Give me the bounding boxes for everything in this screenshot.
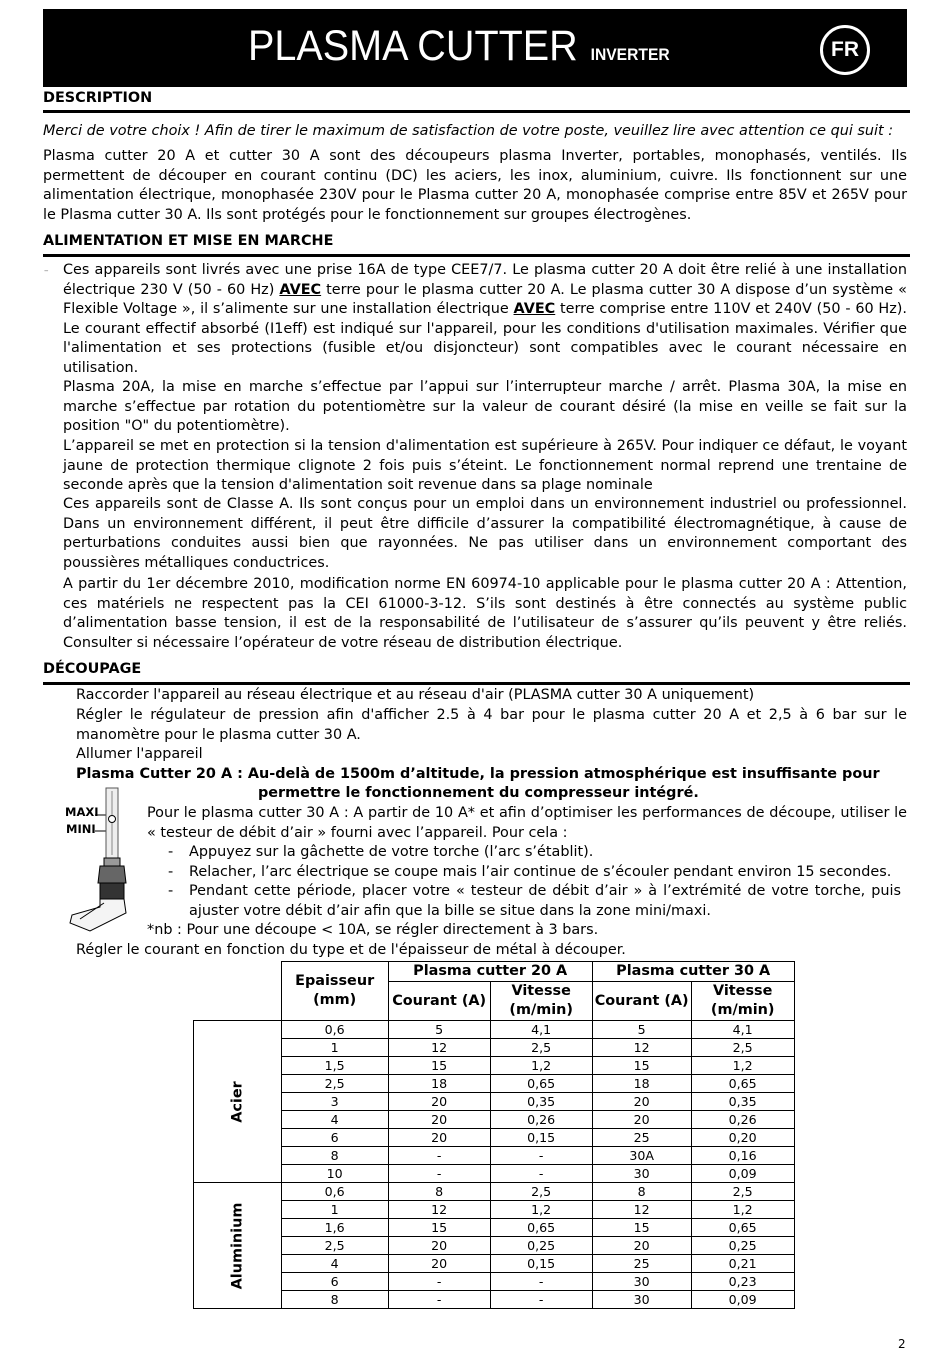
table-cell: 0,15 <box>490 1129 592 1147</box>
table-cell: 0,35 <box>691 1093 794 1111</box>
table-cell: 1,6 <box>281 1219 388 1237</box>
table-cell: 4,1 <box>691 1021 794 1039</box>
section-rule <box>43 110 910 113</box>
bullet-trigger: Appuyez sur la gâchette de votre torche (l’arc s’établit). <box>189 844 594 860</box>
table-cell: 15 <box>388 1057 490 1075</box>
header-vitesse-30: Vitesse (m/min) <box>691 982 794 1021</box>
table-cell: 0,20 <box>691 1129 794 1147</box>
section-rule <box>43 254 910 257</box>
alimentation-paragraph-1 <box>63 261 907 379</box>
table-row <box>194 1291 795 1309</box>
alimentation-paragraph-4: Ces appareils sont de Classe A. Ils sont conçus pour un emploi dans un environnement industriel ou professionnel. Dans un environnement différent, il peut être difficile d’assurer la compatibilité électromagnétique, à cause de perturbations conduites aussi bien que rayonnées. Ne pas utiliser dans un environnement comportant des poussières métalliques conductrices. <box>63 496 907 571</box>
table-cell: 0,26 <box>490 1111 592 1129</box>
table-cell: - <box>490 1165 592 1183</box>
table-cell: - <box>490 1291 592 1309</box>
table-cell: 5 <box>592 1021 691 1039</box>
table-cell: 2,5 <box>490 1183 592 1201</box>
table-cell: 12 <box>388 1201 490 1219</box>
table-cell: 2,5 <box>691 1039 794 1057</box>
table-cell: 0,65 <box>490 1075 592 1093</box>
subtitle-text: INVERTER <box>590 45 670 64</box>
table-cell: 1,2 <box>490 1057 592 1075</box>
header-plasma-20: Plasma cutter 20 A <box>388 962 592 982</box>
description-paragraph: Plasma cutter 20 A et cutter 30 A sont des découpeurs plasma Inverter, portables, monophasés, ventilés. Ils permettent de découper en courant continu (DC) les aciers, les inox, aluminium, cuivre. Ils fonctionnent sur une alimentation électrique, monophasée 230V pour le Plasma cutter 20 A, monophasée comprise entre 85V et 265V pour le Plasma cutter 30 A. Ils sont protégés pour le fonctionnement sur groupes électrogènes. <box>43 148 907 223</box>
table-cell: 8 <box>281 1147 388 1165</box>
table-row <box>194 1111 795 1129</box>
table-cell: 15 <box>592 1219 691 1237</box>
table-cell: 0,15 <box>490 1255 592 1273</box>
nb-note: *nb : Pour une découpe < 10A, se régler directement à 3 bars. <box>147 922 599 938</box>
table-row <box>194 1273 795 1291</box>
plasma30-airflow-paragraph: Pour le plasma cutter 30 A : A partir de 10 A* et afin d’optimiser les performances de découpe, utiliser le « testeur de débit d’air » fourni avec l’appareil. Pour cela : <box>147 805 907 841</box>
table-row <box>194 1129 795 1147</box>
header-vitesse-20: Vitesse (m/min) <box>490 982 592 1021</box>
table-cell: - <box>490 1147 592 1165</box>
table-row <box>194 1237 795 1255</box>
table-row <box>194 1219 795 1237</box>
table-cell: 4 <box>281 1255 388 1273</box>
p1-part-a: Ces appareils sont livrés avec une prise 16A de type CEE7/7. Le plasma cutter 20 A doit être relié à une installation électrique 230 V (50 - 60 Hz) <box>63 262 907 298</box>
table-cell: - <box>490 1273 592 1291</box>
bullet-marker: - <box>168 844 174 860</box>
table-cell: 0,09 <box>691 1291 794 1309</box>
table-cell: 20 <box>388 1129 490 1147</box>
table-cell: 25 <box>592 1255 691 1273</box>
section-title-decoupage: DÉCOUPAGE <box>43 661 142 677</box>
table-cell: 0,23 <box>691 1273 794 1291</box>
intro-text: Merci de votre choix ! Afin de tirer le maximum de satisfaction de votre poste, veuillez lire avec attention ce qui suit : <box>43 123 894 139</box>
empty-corner <box>194 982 282 1021</box>
material-name: Aluminium <box>229 1202 246 1289</box>
bullet-release: Relacher, l’arc électrique se coupe mais l’air continue de s’écouler pendant environ 15 secondes. <box>189 864 892 880</box>
alimentation-paragraph-3: L’appareil se met en protection si la tension d'alimentation est supérieure à 265V. Pour indiquer ce défaut, le voyant jaune de protection thermique clignote 2 fois puis s’éteint. Le fonctionnement normal reprend une trentaine de seconde après que la tension d'alimentation soit revenue dans sa plage nominale <box>63 438 907 494</box>
table-cell: 0,65 <box>691 1219 794 1237</box>
table-cell: 15 <box>388 1219 490 1237</box>
table-cell: 0,26 <box>691 1111 794 1129</box>
table-cell: 2,5 <box>281 1075 388 1093</box>
empty-corner <box>194 962 282 982</box>
table-row <box>194 1147 795 1165</box>
title-text: PLASMA CUTTER <box>248 22 578 70</box>
table-cell: 0,21 <box>691 1255 794 1273</box>
table-cell: 1,2 <box>490 1201 592 1219</box>
header-plasma-30: Plasma cutter 30 A <box>592 962 794 982</box>
table-row <box>194 1165 795 1183</box>
bullet-marker: - <box>168 864 174 880</box>
table-cell: 20 <box>388 1111 490 1129</box>
alimentation-paragraph-5: A partir du 1er décembre 2010, modification norme EN 60974-10 applicable pour le plasma cutter 20 A : Attention, ces matériels ne respectent pas la CEI 61000-3-12. S’ils sont destinés à être connectés au système public d’alimentation basse tension, il est de la responsabilité de l’utilisateur de s’assurer qu’ils peuvent y être reliés. Consulter si nécessaire l’opérateur de votre réseau de distribution électrique. <box>63 576 907 651</box>
altitude-warning-line-2: permettre le fonctionnement du compresseur intégré. <box>258 785 699 801</box>
language-badge <box>820 25 870 75</box>
table-cell: 8 <box>281 1291 388 1309</box>
material-group-label <box>194 1021 282 1183</box>
table-cell: 1 <box>281 1201 388 1219</box>
table-cell: 1 <box>281 1039 388 1057</box>
p1-part-b: terre pour le plasma cutter 20 A. Le plasma cutter 30 A dispose d’un système « Flexible Voltage », il s’alimente sur une installation électrique <box>63 281 907 318</box>
bullet-marker: - <box>168 883 174 899</box>
material-name: Acier <box>229 1080 246 1123</box>
table-cell: 30 <box>592 1165 691 1183</box>
table-cell: 20 <box>388 1237 490 1255</box>
table-cell: 20 <box>592 1237 691 1255</box>
table-row <box>194 1255 795 1273</box>
table-cell: 0,09 <box>691 1165 794 1183</box>
table-cell: 18 <box>592 1075 691 1093</box>
page-header <box>43 9 907 87</box>
table-cell: 0,25 <box>490 1237 592 1255</box>
step-connect: Raccorder l'appareil au réseau électrique et au réseau d'air (PLASMA cutter 30 A uniquement) <box>76 687 755 703</box>
altitude-warning-line-1: Plasma Cutter 20 A : Au-delà de 1500m d’altitude, la pression atmosphérique est insuffisante pour <box>76 766 880 782</box>
material-group-label <box>194 1183 282 1309</box>
table-cell: 25 <box>592 1129 691 1147</box>
language-badge-label: FR <box>831 38 859 61</box>
table-cell: 20 <box>592 1093 691 1111</box>
step-power-on: Allumer l'appareil <box>76 746 203 762</box>
table-cell: 2,5 <box>490 1039 592 1057</box>
table-cell: - <box>388 1273 490 1291</box>
flow-tester-drawing <box>60 783 140 933</box>
step-pressure: Régler le régulateur de pression afin d'afficher 2.5 à 4 bar pour le plasma cutter 20 A et 2,5 à 6 bar sur le manomètre pour le plasma cutter 30 A. <box>76 707 907 743</box>
header-thickness: Epaisseur (mm) <box>281 962 388 1021</box>
table-cell: 6 <box>281 1129 388 1147</box>
step-set-current: Régler le courant en fonction du type et de l'épaisseur de métal à découper. <box>76 942 626 958</box>
table-cell: 15 <box>592 1057 691 1075</box>
table-cell: - <box>388 1291 490 1309</box>
page-number: 2 <box>898 1337 906 1351</box>
table-cell: 0,6 <box>281 1183 388 1201</box>
section-title-alimentation: ALIMENTATION ET MISE EN MARCHE <box>43 233 334 249</box>
table-cell: 30 <box>592 1273 691 1291</box>
table-cell: 12 <box>388 1039 490 1057</box>
table-row <box>194 1057 795 1075</box>
table-cell: 0,6 <box>281 1021 388 1039</box>
table-cell: 30A <box>592 1147 691 1165</box>
section-rule <box>43 682 910 685</box>
section-title-description: DESCRIPTION <box>43 90 153 106</box>
table-cell: 30 <box>592 1291 691 1309</box>
table-cell: 12 <box>592 1039 691 1057</box>
table-row <box>194 1039 795 1057</box>
table-cell: 12 <box>592 1201 691 1219</box>
table-cell: 18 <box>388 1075 490 1093</box>
table-cell: 0,35 <box>490 1093 592 1111</box>
table-cell: 2,5 <box>281 1237 388 1255</box>
bullet-adjust: Pendant cette période, placer votre « testeur de débit d’air » à l’extrémité de votre torche, puis ajuster votre débit d’air afin que la bille se situe dans la zone mini/maxi. <box>189 883 901 919</box>
cutting-parameters-table <box>193 961 795 1309</box>
document-title <box>248 22 670 71</box>
table-row <box>194 1093 795 1111</box>
table-cell: 4,1 <box>490 1021 592 1039</box>
table-cell: 3 <box>281 1093 388 1111</box>
table-cell: 8 <box>592 1183 691 1201</box>
table-cell: 2,5 <box>691 1183 794 1201</box>
table-row <box>194 1021 795 1039</box>
table-cell: - <box>388 1147 490 1165</box>
table-row <box>194 1075 795 1093</box>
table-row <box>194 1183 795 1201</box>
table-cell: 4 <box>281 1111 388 1129</box>
table-cell: 6 <box>281 1273 388 1291</box>
table-cell: 10 <box>281 1165 388 1183</box>
header-courant-30: Courant (A) <box>592 982 691 1021</box>
table-cell: 1,2 <box>691 1201 794 1219</box>
table-body <box>194 962 795 1309</box>
p1-part-c: terre comprise entre 110V et 240V (50 - 60 Hz). Le courant effectif absorbé (I1eff) est indiqué sur l'appareil, pour les conditions d'utilisation maximales. Vérifier que l'alimentation et ses protections (fusible et/ou disjoncteur) sont compatibles avec le courant nécessaire en utilisation. <box>63 301 907 376</box>
table-cell: 0,25 <box>691 1237 794 1255</box>
alimentation-paragraph-2: Plasma 20A, la mise en marche s’effectue par l’appui sur l’interrupteur marche / arrêt. Plasma 30A, la mise en marche s’effectue par rotation du potentiomètre sur la valeur de courant désiré (la mise en veille se fait sur la position "O" du potentiomètre). <box>63 379 907 435</box>
avec-emphasis: AVEC <box>513 301 556 318</box>
table-cell: 20 <box>388 1093 490 1111</box>
table-row <box>194 1201 795 1219</box>
table-cell: 8 <box>388 1183 490 1201</box>
table-cell: 0,65 <box>691 1075 794 1093</box>
mini-label: MINI <box>66 822 96 836</box>
table-cell: 5 <box>388 1021 490 1039</box>
header-courant-20: Courant (A) <box>388 982 490 1021</box>
table-cell: 0,65 <box>490 1219 592 1237</box>
maxi-label: MAXI <box>65 805 99 819</box>
avec-emphasis: AVEC <box>279 281 322 298</box>
table-header-row <box>194 962 795 982</box>
table-cell: - <box>388 1165 490 1183</box>
table-cell: 0,16 <box>691 1147 794 1165</box>
table-cell: 20 <box>388 1255 490 1273</box>
table-cell: 1,5 <box>281 1057 388 1075</box>
list-marker: – <box>44 266 49 276</box>
table-cell: 1,2 <box>691 1057 794 1075</box>
table-cell: 20 <box>592 1111 691 1129</box>
